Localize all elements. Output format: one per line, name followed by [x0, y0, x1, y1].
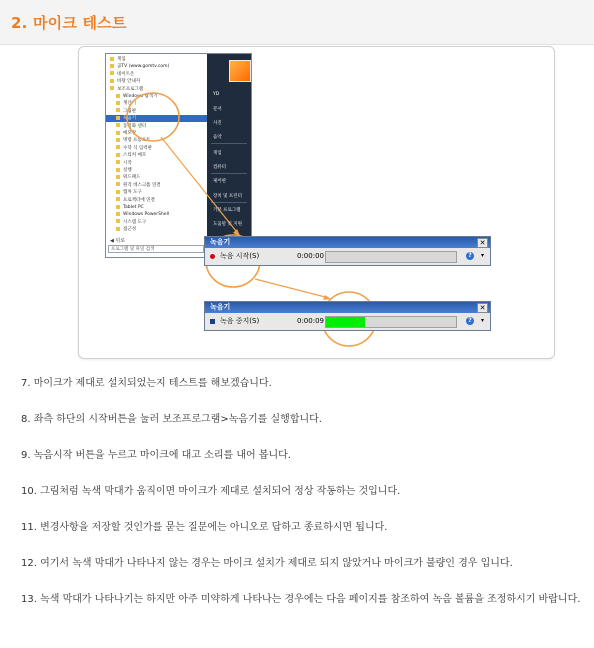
recorder-body [205, 314, 490, 330]
start-menu-link[interactable]: 장치 및 프린터 [213, 194, 242, 199]
program-label: 바탕 안내자 [117, 79, 141, 85]
program-label: 수학 식 입력판 [123, 145, 152, 151]
program-label: Tablet PC [123, 205, 144, 210]
program-label: 게임 [117, 57, 126, 62]
program-label: 동기화 센터 [123, 123, 147, 129]
step-12: 12. 여기서 녹색 막대가 나타나지 않는 경우는 마이크 설치가 제대로 되지 않았거나 마이크가 불량인 경우 입니다. [21, 558, 513, 569]
program-label: 메모장 [123, 131, 137, 136]
instruction-list [21, 377, 581, 629]
level-meter [325, 316, 457, 328]
start-menu-link[interactable]: 문서 [213, 107, 222, 112]
program-label: 곰TV (www.gomtv.com) [117, 64, 170, 70]
close-icon[interactable]: ✕ [477, 238, 488, 248]
program-label: Windows 탐색기 [123, 94, 158, 99]
program-label: 캡처 도구 [123, 190, 142, 196]
recorder-body [205, 249, 490, 265]
program-label: 실행 [123, 168, 132, 173]
level-meter-fill [326, 317, 365, 327]
start-menu-link[interactable]: YD [213, 92, 220, 97]
level-meter [325, 251, 457, 263]
program-label: Windows PowerShell [123, 212, 170, 218]
recorder-window-recording [204, 301, 491, 331]
start-recording-button[interactable]: 녹음 시작(S) [220, 252, 260, 260]
start-menu-link[interactable]: 기본 프로그램 [213, 208, 241, 213]
program-label: 네이트온 [117, 71, 135, 77]
step-13: 13. 녹색 막대가 나타나기는 하지만 아주 미약하게 나타나는 경우에는 다음 페이지를 참조하여 녹음 볼륨을 조정하시기 바랍니다. [21, 594, 581, 605]
recorder-titlebar [205, 302, 490, 313]
stop-square-icon [210, 319, 215, 324]
program-label: 계산기 [123, 101, 137, 107]
search-input[interactable]: 프로그램 및 파일 검색 [108, 245, 204, 253]
arrow-line-2 [255, 279, 329, 298]
record-dot-icon [210, 254, 215, 259]
program-label: 시작 [123, 160, 132, 166]
start-menu-link[interactable]: 제어판 [213, 179, 227, 184]
program-label: 명령 프롬프트 [123, 138, 151, 144]
close-icon[interactable]: ✕ [477, 303, 488, 313]
help-icon[interactable]: ? [466, 317, 474, 325]
step-9: 9. 녹음시작 버튼을 누르고 마이크에 대고 소리를 내어 봅니다. [21, 450, 291, 461]
recorder-title: 녹음기 [210, 303, 231, 311]
program-label: 워드패드 [123, 175, 141, 181]
start-menu-link[interactable]: 음악 [213, 135, 222, 140]
stop-recording-button[interactable]: 녹음 중지(S) [220, 317, 260, 325]
help-icon[interactable]: ? [466, 252, 474, 260]
chevron-down-icon[interactable]: ▾ [480, 252, 484, 259]
program-label: 원격 데스크톱 연결 [123, 182, 161, 188]
program-label: 시스템 도구 [123, 219, 147, 225]
program-label: 접근성 [123, 227, 137, 233]
elapsed-time: 0:00:09 [297, 317, 324, 325]
program-label: 스티커 메모 [123, 153, 147, 159]
recorder-title: 녹음기 [210, 238, 231, 246]
step-8: 8. 좌측 하단의 시작버튼을 눌러 보조프로그램>녹음기를 실행합니다. [21, 414, 322, 425]
recorder-titlebar [205, 237, 490, 248]
step-11: 11. 변경사항을 저장할 것인가를 묻는 질문에는 아니오로 답하고 종료하시면 됩니다. [21, 522, 388, 533]
start-menu-link[interactable]: 컴퓨터 [213, 165, 227, 170]
step-7: 7. 마이크가 제대로 설치되었는지 테스트를 해보겠습니다. [21, 378, 272, 389]
back-link[interactable]: ◀ 뒤로 [110, 238, 126, 244]
program-label: 녹음기 [123, 116, 137, 122]
arrow-line-1 [161, 137, 240, 236]
program-label: 그림판 [123, 108, 137, 114]
program-label: 보조프로그램 [117, 86, 144, 92]
chevron-down-icon[interactable]: ▾ [480, 317, 484, 324]
elapsed-time: 0:00:00 [297, 252, 324, 260]
start-menu-link[interactable]: 사진 [213, 121, 222, 126]
program-label: 프로젝터에 연결 [123, 197, 155, 203]
section-header [0, 0, 594, 45]
highlight-circle-recorder-item [127, 93, 179, 141]
section-title: 2. 마이크 테스트 [11, 14, 127, 32]
recorder-window-idle [204, 236, 491, 266]
step-10: 10. 그림처럼 녹색 막대가 움직이면 마이크가 제대로 설치되어 정상 작동하는 것입니다. [21, 486, 401, 497]
start-menu-link[interactable]: 도움말 및 지원 [213, 222, 242, 227]
start-menu-link[interactable]: 게임 [213, 151, 222, 156]
